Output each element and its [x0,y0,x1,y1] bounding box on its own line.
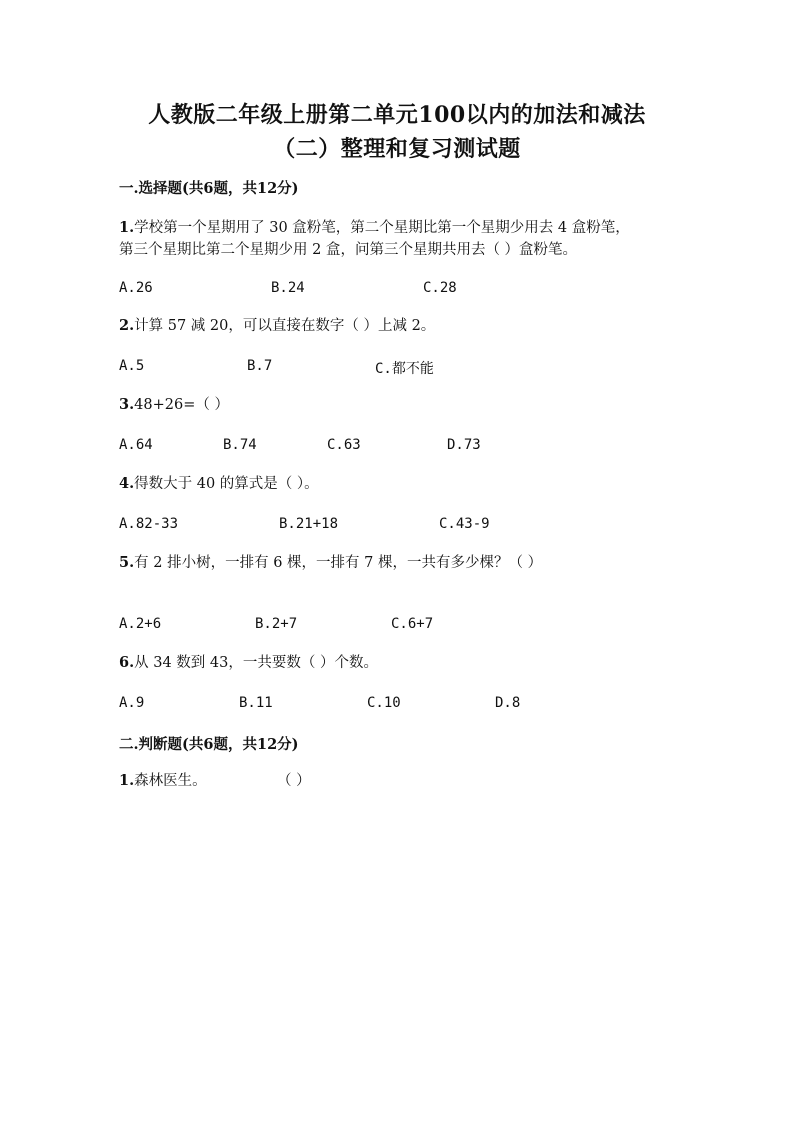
question-text: 有 2 排小树，一排有 6 棵，一排有 7 棵，一共有多少棵？（ ） [134,555,543,571]
option-a: A.9 [119,695,145,711]
option-d: D.73 [447,437,481,453]
question-number: 6. [119,654,135,671]
option-b: B.24 [271,280,305,296]
option-a: A.64 [119,437,153,453]
question-text: 48+26=（ ） [134,397,229,413]
option-c: C.28 [423,280,457,296]
option-b: B.2+7 [255,616,298,632]
question-number: 3. [119,396,135,413]
option-b: B.21+18 [279,516,339,532]
question-number: 4. [119,475,135,492]
option-b: B.74 [223,437,257,453]
section-heading-choice: 一.选择题(共6题，共12分) [119,180,299,197]
question-text: 计算 57 减 20，可以直接在数字（ ）上减 2。 [134,318,436,334]
question-2 [119,315,435,337]
option-a: A.26 [119,280,153,296]
question-number: 2. [119,317,135,334]
question-text: 得数大于 40 的算式是（ ）。 [134,476,319,492]
question-4 [119,473,319,495]
question-text: 森林医生。 [134,773,207,789]
option-d: D.8 [495,695,521,711]
question-number: 1. [119,772,135,789]
question-6 [119,652,378,674]
option-c: C.63 [327,437,361,453]
question-text: 第三个星期比第二个星期少用 2 盒，问第三个星期共用去（ ）盒粉笔。 [119,242,578,258]
question-text: 从 34 数到 43，一共要数（ ）个数。 [134,655,378,671]
question-3 [119,394,229,416]
section-heading-judge: 二.判断题(共6题，共12分) [119,736,299,753]
option-b: B.11 [239,695,273,711]
question-1 [119,217,630,261]
option-c: C.都不能 [375,361,434,377]
question-5 [119,552,542,574]
option-a: A.82-33 [119,516,179,532]
option-b: B.7 [247,358,273,374]
option-a: A.5 [119,358,145,374]
option-c: C.10 [367,695,401,711]
option-c: C.43-9 [439,516,490,532]
answer-blank: （ ） [277,773,311,789]
title-line-2: （二）整理和复习测试题 [273,136,521,162]
judge-question-1 [119,770,207,792]
option-a: A.2+6 [119,616,162,632]
question-number: 1. [119,219,135,236]
question-number: 5. [119,554,135,571]
option-c: C.6+7 [391,616,434,632]
question-text: 学校第一个星期用了 30 盒粉笔，第二个星期比第一个星期少用去 4 盒粉笔， [134,220,630,236]
title-line-1: 人教版二年级上册第二单元100以内的加法和减法 [148,102,646,128]
